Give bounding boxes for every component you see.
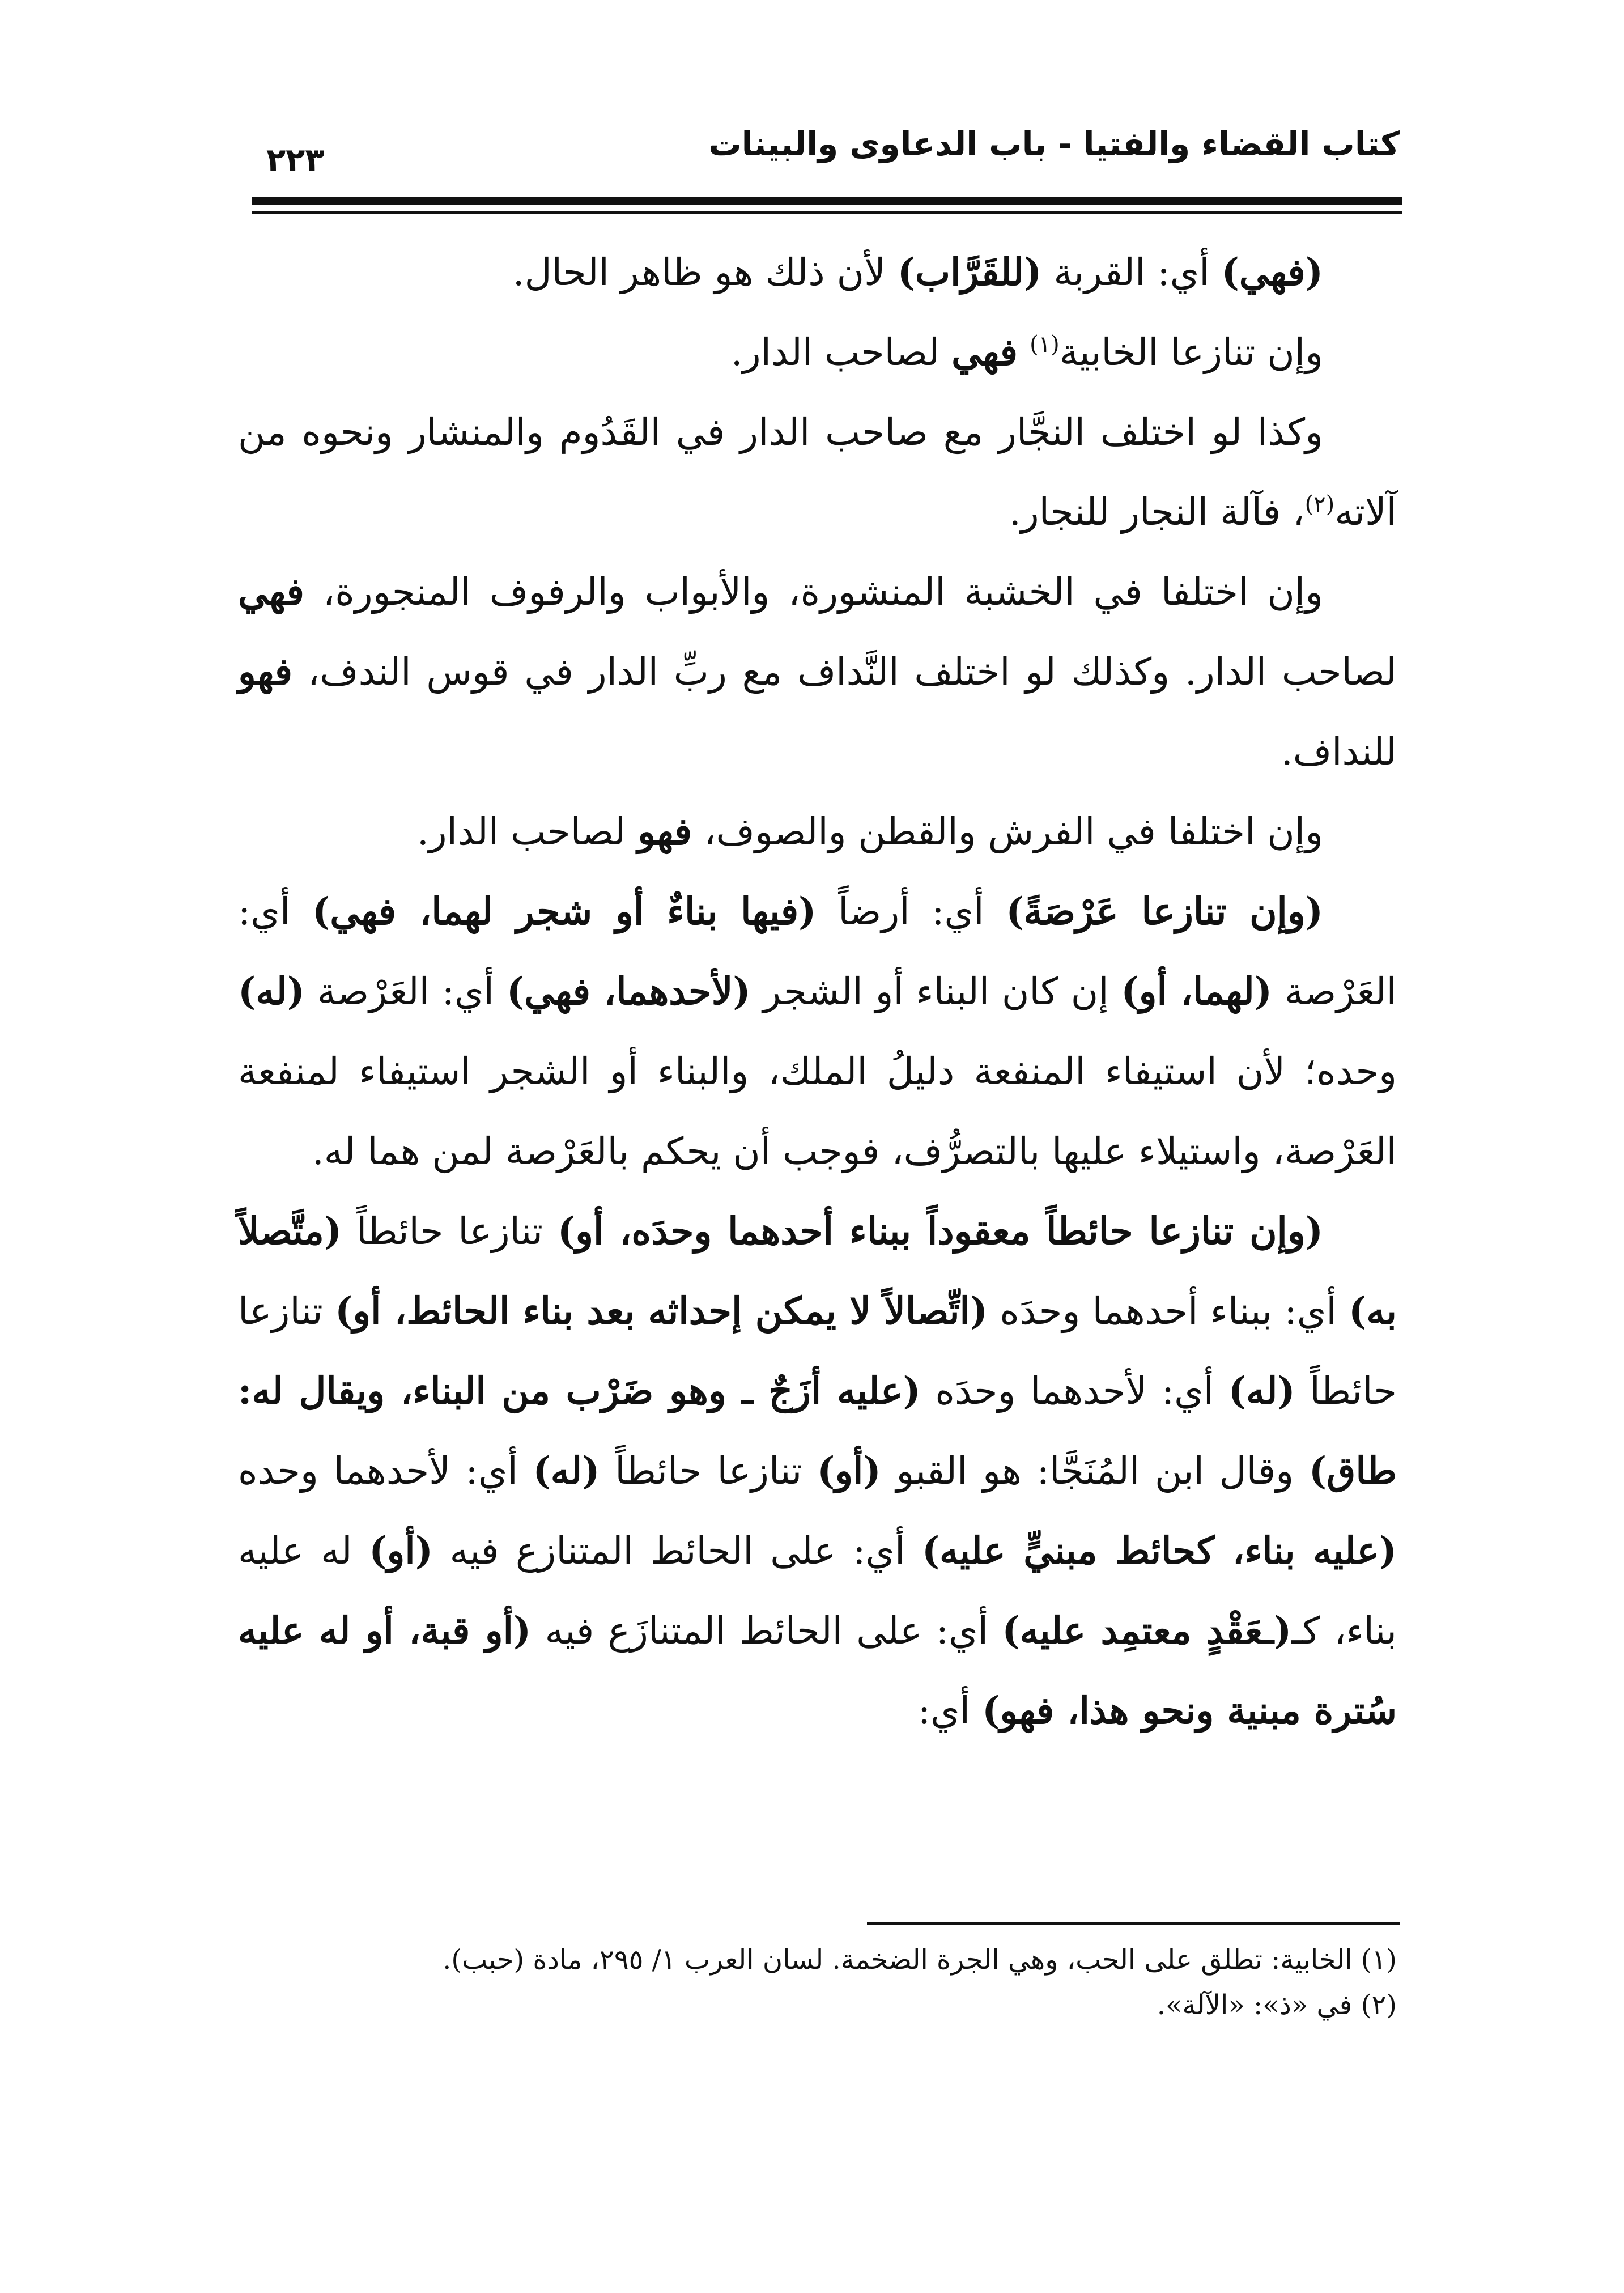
paragraph <box>238 872 1397 1191</box>
sharh-text: أي: على الحائط المتنازع فيه <box>432 1529 922 1573</box>
sharh-text: وإن تنازعا الخابية <box>1059 330 1323 374</box>
matn-text: (ـعَقْدٍ معتمِد عليه) <box>1002 1608 1292 1653</box>
footnote-ref: (٢) <box>1304 491 1335 517</box>
sharh-text: أي: القربة <box>1041 250 1222 294</box>
matn-text: (أو) <box>817 1449 881 1493</box>
matn-text: فهو <box>238 649 293 694</box>
matn-text: (له) <box>533 1449 600 1493</box>
footnote-separator <box>867 1922 1400 1925</box>
matn-text: (وإن تنازعا حائطاً معقوداً ببناء أحدهما وحدَه، أو) <box>557 1209 1323 1253</box>
sharh-text: أي: أرضاً <box>816 890 1006 933</box>
matn-text: (عليه أزَجٌ ـ وهو ضَرْب من البناء، ويقال له: طاق) <box>238 1369 1397 1493</box>
matn-text: (لهما، أو) <box>1121 969 1273 1013</box>
sharh-text: أي: العَرْصة <box>238 890 1397 1013</box>
sharh-text <box>1018 330 1030 374</box>
matn-text: (له) <box>1228 1369 1295 1413</box>
matn-text: (متَّصلاً به) <box>238 1209 1397 1333</box>
matn-text: (للقَرَّاب) <box>897 250 1042 294</box>
body-text <box>238 232 1397 1751</box>
paragraph <box>238 232 1397 312</box>
matn-text: (له) <box>238 969 305 1013</box>
matn-text: فهي <box>238 570 304 614</box>
sharh-text: لصاحب الدار. <box>730 330 952 374</box>
header-rule-thick <box>252 197 1402 205</box>
footnotes <box>238 1937 1397 2028</box>
sharh-text: للنداف. <box>1281 730 1397 774</box>
footnote: (١) الخابية: تطلق على الحب، وهي الجرة الضخمة. لسان العرب ١/ ٢٩٥، مادة (حبب). <box>443 1944 1397 1976</box>
sharh-text: وكذا لو اختلف النجَّار مع صاحب الدار في القَدُوم والمنشار ونحوه من آلاته <box>238 410 1397 534</box>
sharh-text: وقال ابن المُنَجَّا: هو القبو <box>881 1449 1309 1493</box>
matn-text: فهي <box>951 330 1018 374</box>
page-number: ٢٢٣ <box>266 142 325 179</box>
sharh-text: تنازعا حائطاً <box>238 1289 1397 1413</box>
sharh-text: وإن اختلفا في الخشبة المنشورة، والأبواب والرفوف المنجورة، <box>304 570 1323 614</box>
header-rule-thin <box>252 211 1402 214</box>
matn-text: (اتِّصالاً لا يمكن إحداثه بعد بناء الحائط، أو) <box>335 1289 988 1333</box>
paragraph <box>238 312 1397 392</box>
sharh-text: أي: على الحائط المتنازَع فيه <box>531 1609 1002 1653</box>
matn-text: (وإن تنازعا عَرْصَةً) <box>1006 889 1323 933</box>
matn-text: (فهي) <box>1221 250 1323 294</box>
sharh-text: إن كان البناء أو الشجر <box>750 970 1121 1013</box>
sharh-text: وحده؛ لأن استيفاء المنفعة دليلُ الملك، والبناء أو الشجر استيفاء لمنفعة العَرْصة، واستيلاء عليها بالتصرُّف، فوجب أن يحكم بالعَرْصة لمن هما له. <box>238 1050 1397 1173</box>
sharh-text: أي: ببناء أحدهما وحدَه <box>988 1289 1349 1333</box>
paragraph <box>238 792 1397 872</box>
sharh-text: وإن اختلفا في الفرش والقطن والصوف، <box>692 810 1323 853</box>
sharh-text: لصاحب الدار. وكذلك لو اختلف النَّداف مع ربِّ الدار في قوس الندف، <box>292 650 1397 694</box>
sharh-text: لصاحب الدار. <box>416 810 638 853</box>
sharh-text: تنازعا حائطاً <box>342 1209 558 1253</box>
sharh-text: ، فآلة النجار للنجار. <box>1009 490 1305 534</box>
sharh-text: أي: <box>917 1689 983 1733</box>
running-header <box>244 113 1400 179</box>
sharh-text: له عليه بناء، كـ <box>238 1529 1397 1653</box>
matn-text: (عليه بناء، كحائط مبنيٍّ عليه) <box>921 1528 1397 1573</box>
paragraph <box>238 552 1397 792</box>
sharh-text: لأن ذلك هو ظاهر الحال. <box>512 250 898 294</box>
matn-text: (فيها بناءٌ أو شجر لهما، فهي) <box>312 889 817 933</box>
sharh-text: تنازعا حائطاً <box>600 1449 818 1493</box>
matn-text: (أو) <box>369 1528 433 1573</box>
sharh-text: أي: لأحدهما وحده <box>238 1449 533 1493</box>
footnote-ref: (١) <box>1030 332 1060 358</box>
matn-text: فهو <box>637 809 692 853</box>
paragraph <box>238 392 1397 552</box>
matn-text: (أو قبة، أو له عليه سُترة مبنية ونحو هذا، فهو) <box>238 1608 1397 1733</box>
header-title: كتاب القضاء والفتيا - باب الدعاوى والبينات <box>708 125 1400 163</box>
sharh-text: أي: العَرْصة <box>304 970 507 1013</box>
sharh-text: أي: لأحدهما وحدَه <box>920 1369 1228 1413</box>
matn-text: (لأحدهما، فهي) <box>506 969 751 1013</box>
footnote: (٢) في «ذ»: «الآلة». <box>1157 1989 1397 2021</box>
paragraph <box>238 1191 1397 1751</box>
